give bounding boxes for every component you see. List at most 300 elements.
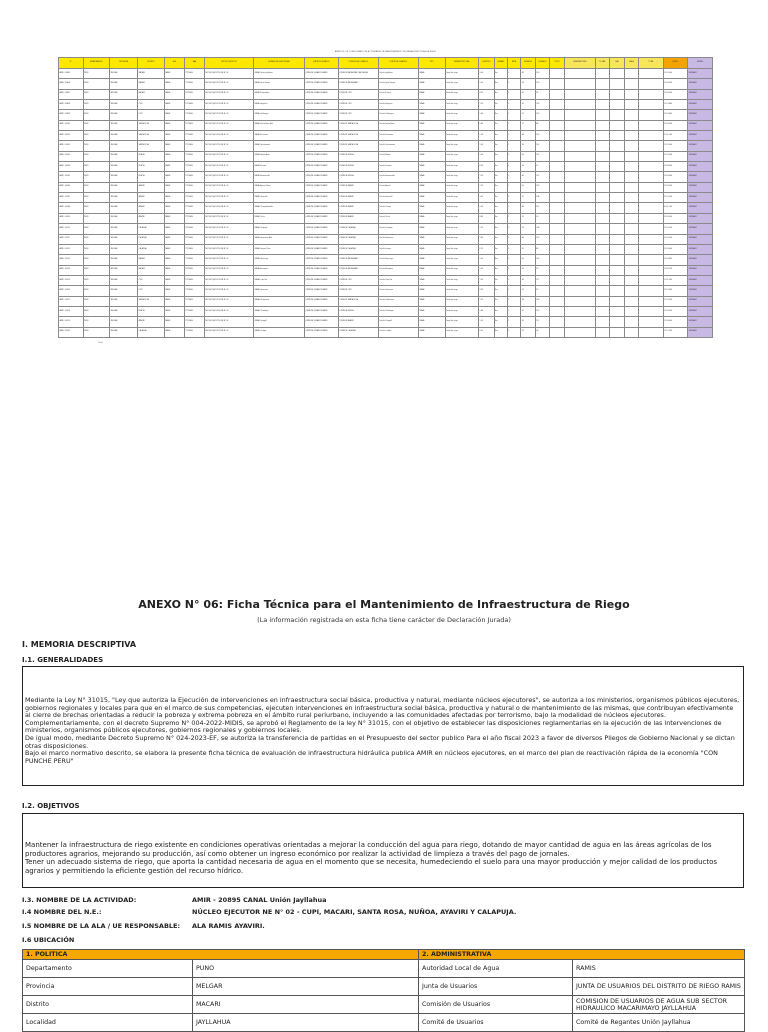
table-cell: JUNTA DE USUARIOS RAMIS <box>305 244 338 254</box>
table-cell: REVISADO <box>688 255 713 265</box>
table-cell <box>639 69 664 79</box>
table-cell: REVISADO <box>688 79 713 89</box>
table-cell <box>595 234 609 244</box>
column-header: TOTAL <box>639 58 664 69</box>
table-cell: AMIR - 20899 <box>59 110 84 120</box>
table-cell: TITICACA <box>184 317 204 327</box>
table-cell: PUNO <box>83 327 110 337</box>
table-cell <box>564 255 595 265</box>
table-cell: Km <box>494 213 507 223</box>
table-cell: 0.90 <box>478 286 494 296</box>
table-cell: Km <box>494 100 507 110</box>
table-cell: 1.05 <box>478 193 494 203</box>
table-cell <box>564 213 595 223</box>
table-cell: AMIR - 20913 <box>59 255 84 265</box>
table-cell <box>624 131 638 141</box>
table-cell: 40 <box>521 172 535 182</box>
table-cell: REVISADO <box>688 327 713 337</box>
table-cell: COMISION CUPI <box>338 275 378 285</box>
table-cell: JUNTA DE USUARIOS RAMIS <box>305 120 338 130</box>
table-cell <box>639 296 664 306</box>
location-cell-v1: PUNO <box>193 960 419 978</box>
table-cell <box>624 89 638 99</box>
table-cell: RAMIS <box>164 79 184 89</box>
column-header: USUARIOS <box>521 58 535 69</box>
table-cell: Km <box>494 255 507 265</box>
table-cell: 0.90 <box>478 89 494 99</box>
table-cell <box>610 275 624 285</box>
table-cell: MELGAR <box>110 162 138 172</box>
table-cell: PUNO <box>83 317 110 327</box>
table-cell: NÚCLEO EJECUTOR NE N° 02 <box>204 203 253 213</box>
table-cell <box>550 306 564 316</box>
table-cell: Comité Accopata <box>378 265 418 275</box>
table-cell: CANAL Hanccoyo <box>253 255 304 265</box>
table-cell <box>550 255 564 265</box>
table-cell: Km <box>494 244 507 254</box>
table-cell: S/ 26,000 <box>663 120 688 130</box>
table-cell: REVISADO <box>688 213 713 223</box>
table-cell: AMIR - 20904 <box>59 162 84 172</box>
table-cell <box>624 100 638 110</box>
table-cell <box>610 131 624 141</box>
table-cell: 32 <box>521 327 535 337</box>
table-cell: 120 <box>535 69 549 79</box>
table-cell: JUNTA DE USUARIOS RAMIS <box>305 327 338 337</box>
table-cell: MACARI <box>138 69 165 79</box>
table-cell: MELGAR <box>110 327 138 337</box>
table-cell: Comité Cangalli <box>378 317 418 327</box>
table-cell: Km <box>494 131 507 141</box>
table-cell: CANAL <box>418 244 445 254</box>
table-cell: 0.95 <box>478 327 494 337</box>
table-cell: 34 <box>521 265 535 275</box>
table-cell: NUÑOA <box>138 172 165 182</box>
table-cell: 1 <box>507 317 520 327</box>
table-cell: JUNTA DE USUARIOS RAMIS <box>305 275 338 285</box>
table-cell: REVISADO <box>688 296 713 306</box>
table-cell: AYAVIRI <box>138 213 165 223</box>
table-cell: RAMIS <box>164 213 184 223</box>
location-cell-k2: Autoridad Local de Agua <box>419 960 573 978</box>
table-row <box>59 100 713 110</box>
table-cell: CANAL <box>418 120 445 130</box>
table-cell: S/ 30,100 <box>663 224 688 234</box>
table-cell: Comité Ayaviri <box>378 182 418 192</box>
location-cell-v1: MELGAR <box>193 978 419 996</box>
table-cell <box>610 89 624 99</box>
table-cell <box>564 275 595 285</box>
table-cell: COMISION SANTA ROSA <box>338 120 378 130</box>
table-cell: 31 <box>521 286 535 296</box>
column-header: AAA <box>184 58 204 69</box>
table-cell: MELGAR <box>110 275 138 285</box>
table-cell: TITICACA <box>184 224 204 234</box>
table-cell: PUNO <box>83 89 110 99</box>
location-cell-v1: JAYLLAHUA <box>193 1014 419 1032</box>
table-cell: RAMIS <box>164 306 184 316</box>
table-cell <box>550 296 564 306</box>
location-row <box>23 960 745 978</box>
table-cell: TITICACA <box>184 172 204 182</box>
table-cell <box>639 172 664 182</box>
table-cell: 46 <box>521 203 535 213</box>
table-cell <box>595 182 609 192</box>
table-cell <box>639 275 664 285</box>
table-cell: CANAL Queruma <box>253 286 304 296</box>
table-cell: 108 <box>535 224 549 234</box>
column-header: NÚCLEO EJECUTOR <box>204 58 253 69</box>
table-cell: JUNTA DE USUARIOS RAMIS <box>305 213 338 223</box>
table-cell <box>550 89 564 99</box>
table-cell: Comité Chuqui <box>378 203 418 213</box>
table-cell: CANAL Nuñoa Bajo <box>253 151 304 161</box>
column-header: N° FAM. <box>595 58 609 69</box>
table-cell <box>595 296 609 306</box>
table-cell: RAMIS <box>164 69 184 79</box>
table-cell: CUPI <box>138 110 165 120</box>
table-cell: CALAPUJA <box>138 224 165 234</box>
table-cell <box>624 213 638 223</box>
table-cell: CANAL Ayaviri Norte <box>253 182 304 192</box>
table-cell: RAMIS <box>164 244 184 254</box>
table-cell <box>550 317 564 327</box>
table-cell: 27 <box>521 120 535 130</box>
table-cell: COMISION CALAPUJA <box>338 327 378 337</box>
location-row <box>23 1014 745 1032</box>
table-cell: REVISADO <box>688 89 713 99</box>
table-cell: 1 <box>507 234 520 244</box>
table-cell <box>624 162 638 172</box>
table-cell: 1 <box>507 193 520 203</box>
table-cell: CANAL <box>418 275 445 285</box>
table-cell <box>624 69 638 79</box>
table-cell <box>564 151 595 161</box>
column-header: UNIDAD <box>494 58 507 69</box>
table-cell: NÚCLEO EJECUTOR NE N° 02 <box>204 120 253 130</box>
table-cell: Comité Tintiri <box>378 213 418 223</box>
table-cell <box>595 255 609 265</box>
table-cell: 84 <box>535 244 549 254</box>
table-row <box>59 244 713 254</box>
table-cell: NÚCLEO EJECUTOR NE N° 02 <box>204 172 253 182</box>
column-header: COSTO <box>550 58 564 69</box>
table-cell: NÚCLEO EJECUTOR NE N° 02 <box>204 69 253 79</box>
table-cell: Km <box>494 151 507 161</box>
table-row <box>59 89 713 99</box>
table-row <box>59 234 713 244</box>
table-cell: S/ 29,000 <box>663 141 688 151</box>
table-cell: 102 <box>535 141 549 151</box>
table-cell <box>624 120 638 130</box>
table-cell: REVISADO <box>688 234 713 244</box>
table-cell: Comité Hanccoyo <box>378 255 418 265</box>
table-cell: 1 <box>507 69 520 79</box>
table-cell: CANAL <box>418 234 445 244</box>
table-cell: Comité Lampa <box>378 244 418 254</box>
table-cell <box>610 100 624 110</box>
table-row <box>59 203 713 213</box>
table-cell: Km <box>494 120 507 130</box>
table-row <box>59 327 713 337</box>
table-cell: AMIR - 20897 <box>59 89 84 99</box>
table-cell: 1 <box>507 172 520 182</box>
table-cell: Comité Pasanacollo <box>378 172 418 182</box>
table-row <box>59 286 713 296</box>
table-cell: MELGAR <box>110 120 138 130</box>
table-cell: NÚCLEO EJECUTOR NE N° 02 <box>204 182 253 192</box>
column-header: TIPO <box>418 58 445 69</box>
table-cell <box>610 151 624 161</box>
table-cell: COMISION CUPI <box>338 286 378 296</box>
table-cell: 30 <box>521 89 535 99</box>
table-cell: 1.00 <box>478 265 494 275</box>
column-header: INFRAESTRUCTURA <box>445 58 478 69</box>
table-cell: 90 <box>535 213 549 223</box>
table-cell: Canal de riego <box>445 306 478 316</box>
location-row <box>23 978 745 996</box>
table-cell: SANTA ROSA <box>138 141 165 151</box>
table-cell: Canal de riego <box>445 162 478 172</box>
table-cell: COMISION CUPI <box>338 89 378 99</box>
table-cell <box>550 110 564 120</box>
table-cell <box>639 162 664 172</box>
table-cell: REVISADO <box>688 203 713 213</box>
table-cell: CANAL Llallimayo <box>253 110 304 120</box>
table-cell <box>550 162 564 172</box>
location-cell-k2: Junta de Usuarios <box>419 978 573 996</box>
table-cell <box>639 141 664 151</box>
table-cell: COMISION SANTA ROSA <box>338 131 378 141</box>
table-row <box>59 296 713 306</box>
table-cell <box>624 79 638 89</box>
table-cell <box>610 317 624 327</box>
table-cell <box>639 265 664 275</box>
table-cell: TITICACA <box>184 234 204 244</box>
table-cell <box>595 224 609 234</box>
table-cell: REVISADO <box>688 244 713 254</box>
table-cell: MELGAR <box>110 69 138 79</box>
annex-title: ANEXO N° 06: Ficha Técnica para el Mantenimiento de Infraestructura de Riego <box>138 598 630 611</box>
table-cell: 130 <box>535 110 549 120</box>
table-cell: 52 <box>521 110 535 120</box>
table-cell: MELGAR <box>110 141 138 151</box>
table-cell <box>550 172 564 182</box>
table-cell <box>639 234 664 244</box>
table-cell: MACARI <box>138 89 165 99</box>
table-cell: MELGAR <box>110 131 138 141</box>
table-cell <box>639 255 664 265</box>
table-row <box>59 317 713 327</box>
table-cell: PUNO <box>83 141 110 151</box>
table-cell <box>610 327 624 337</box>
table-cell <box>639 110 664 120</box>
table-cell: CANAL Huancane Alto <box>253 234 304 244</box>
table-cell: RAMIS <box>164 141 184 151</box>
table-cell: TITICACA <box>184 79 204 89</box>
table-cell: TITICACA <box>184 162 204 172</box>
table-cell: 117 <box>535 275 549 285</box>
location-row <box>23 996 745 1014</box>
table-cell: JUNTA DE USUARIOS RAMIS <box>305 151 338 161</box>
column-header: DEPARTAMENTO <box>83 58 110 69</box>
table-cell: Canal de riego <box>445 234 478 244</box>
table-cell: 1.30 <box>478 131 494 141</box>
table-cell: 1 <box>507 296 520 306</box>
table-cell: REVISADO <box>688 172 713 182</box>
column-header: PROVINCIA <box>110 58 138 69</box>
table-cell: NÚCLEO EJECUTOR NE N° 02 <box>204 100 253 110</box>
column-header: COMISIÓN DE USUARIOS <box>338 58 378 69</box>
table-cell: MELGAR <box>110 172 138 182</box>
table-cell: Comité Jatun Sayna <box>378 79 418 89</box>
table-cell: MACARI <box>138 79 165 89</box>
table-cell <box>639 224 664 234</box>
table-cell: JUNTA DE USUARIOS RAMIS <box>305 234 338 244</box>
table-cell: JUNTA DE USUARIOS RAMIS <box>305 317 338 327</box>
sheet-title: ANEXO N° 06 CONSOLIDADO DE ACTIVIDADES DE MANTENIMIENTO DE INFRAESTRUCTURA DE RIEGO <box>334 51 437 53</box>
table-cell: MELGAR <box>110 296 138 306</box>
table-cell: CANAL Kunurana <box>253 131 304 141</box>
table-cell: RAMIS <box>164 265 184 275</box>
table-cell: REVISADO <box>688 151 713 161</box>
table-cell: S/ 32,000 <box>663 306 688 316</box>
table-cell: Comité Umachiri <box>378 193 418 203</box>
table-cell: Canal de riego <box>445 110 478 120</box>
location-cell-k2: Comité de Usuarios <box>419 1014 573 1032</box>
table-cell <box>564 327 595 337</box>
table-cell: 36 <box>521 141 535 151</box>
actividad-label: I.3. NOMBRE DE LA ACTIVIDAD: <box>22 896 137 904</box>
table-row <box>59 224 713 234</box>
location-cell-v1: MACARI <box>193 996 419 1014</box>
table-cell: CANAL Chuquibambilla <box>253 203 304 213</box>
table-cell: COMISION AYAVIRI <box>338 203 378 213</box>
table-cell: RAMIS <box>164 162 184 172</box>
table-cell <box>610 306 624 316</box>
table-cell: MACARI <box>138 255 165 265</box>
table-cell: JUNTA DE USUARIOS RAMIS <box>305 172 338 182</box>
table-cell: Canal de riego <box>445 244 478 254</box>
table-cell: JUNTA DE USUARIOS RAMIS <box>305 131 338 141</box>
table-cell: 55 <box>521 182 535 192</box>
column-header: COMITÉ DE USUARIOS <box>378 58 418 69</box>
table-cell: AMIR - 20912 <box>59 244 84 254</box>
table-cell: CANAL <box>418 224 445 234</box>
table-cell: PUNO <box>83 79 110 89</box>
ubicacion-label: I.6 UBICACIÓN <box>22 936 75 944</box>
table-cell: AMIR - 20905 <box>59 172 84 182</box>
table-cell: 1.20 <box>478 79 494 89</box>
table-cell: NUÑOA <box>138 162 165 172</box>
table-cell <box>564 234 595 244</box>
table-cell: JUNTA DE USUARIOS RAMIS <box>305 306 338 316</box>
table-cell: NUÑOA <box>138 151 165 161</box>
consolidated-spreadsheet <box>58 48 713 344</box>
table-cell: AYAVIRI <box>138 317 165 327</box>
table-cell: MELGAR <box>110 286 138 296</box>
table-cell: JUNTA DE USUARIOS RAMIS <box>305 286 338 296</box>
table-cell: TITICACA <box>184 203 204 213</box>
table-cell <box>595 151 609 161</box>
table-cell: 41 <box>521 100 535 110</box>
table-cell: NUÑOA <box>138 306 165 316</box>
table-cell: 1 <box>507 182 520 192</box>
table-cell: CANAL <box>418 100 445 110</box>
table-cell: MELGAR <box>110 244 138 254</box>
table-cell <box>624 110 638 120</box>
table-cell <box>610 110 624 120</box>
table-cell: REVISADO <box>688 306 713 316</box>
table-cell: 93 <box>535 286 549 296</box>
table-cell: JUNTA DE USUARIOS RAMIS <box>305 89 338 99</box>
generalidades-paragraph: Bajo el marco normativo descrito, se elabora la presente ficha técnica de evaluación de infraestructura hidráulica publica AMIR en núcleos ejecutores, en el marco del plan de reactivación rápida de la economía "CON PUNCHE PERU" <box>25 749 718 765</box>
table-cell: JUNTA DE USUARIOS RAMIS <box>305 203 338 213</box>
table-cell <box>595 203 609 213</box>
table-cell: 1.15 <box>478 224 494 234</box>
table-cell: MELGAR <box>110 182 138 192</box>
objetivos-box <box>22 813 744 888</box>
table-cell: Canal de riego <box>445 172 478 182</box>
table-cell: AMIR - 20914 <box>59 265 84 275</box>
table-cell: S/ 26,900 <box>663 213 688 223</box>
table-cell: CANAL <box>418 89 445 99</box>
table-cell: S/ 27,900 <box>663 327 688 337</box>
table-cell: TITICACA <box>184 275 204 285</box>
table-cell <box>550 151 564 161</box>
table-header-row <box>59 58 713 69</box>
table-cell: 118 <box>535 131 549 141</box>
table-cell: 1 <box>507 286 520 296</box>
table-cell <box>595 110 609 120</box>
table-cell <box>550 141 564 151</box>
table-cell <box>639 120 664 130</box>
column-header: HAS <box>610 58 624 69</box>
table-cell: TITICACA <box>184 151 204 161</box>
table-cell: TITICACA <box>184 182 204 192</box>
table-cell: JUNTA DE USUARIOS RAMIS <box>305 79 338 89</box>
table-cell: AMIR - 20918 <box>59 306 84 316</box>
table-cell: REVISADO <box>688 162 713 172</box>
table-cell <box>610 224 624 234</box>
ne-value: NÚCLEO EJECUTOR NE N° 02 - CUPI, MACARI, SANTA ROSA, NUÑOA, AYAVIRI Y CALAPUJA. <box>192 908 517 916</box>
column-header: ESTADO <box>688 58 713 69</box>
table-cell: JUNTA DE USUARIOS RAMIS <box>305 265 338 275</box>
table-cell: 38 <box>521 296 535 306</box>
table-cell <box>610 265 624 275</box>
table-cell: Km <box>494 79 507 89</box>
table-cell <box>639 203 664 213</box>
table-cell <box>595 79 609 89</box>
actividad-value: AMIR - 20895 CANAL Unión Jayllahua <box>192 896 327 904</box>
table-cell: CANAL Huaycho <box>253 100 304 110</box>
table-cell: CANAL Calapuja <box>253 224 304 234</box>
table-cell <box>550 244 564 254</box>
table-cell <box>624 306 638 316</box>
table-cell: S/ 30,600 <box>663 172 688 182</box>
table-cell <box>550 131 564 141</box>
table-cell: COMISION NUÑOA <box>338 162 378 172</box>
table-cell: AYAVIRI <box>138 182 165 192</box>
table-cell: Canal de riego <box>445 120 478 130</box>
table-cell: Canal de riego <box>445 255 478 265</box>
table-cell <box>610 141 624 151</box>
objetivos-paragraph: Tener un adecuado sistema de riego, que aporta la cantidad necesaria de agua en el momento que se necesita, humedeciendo el suelo para una mayor producción y mejor calidad de los productos agrarios y permitiendo la eficiente gestión del recurso hídrico. <box>25 858 718 875</box>
table-cell: Km <box>494 203 507 213</box>
table-cell <box>564 89 595 99</box>
activities-table <box>58 57 713 338</box>
table-cell: MELGAR <box>110 89 138 99</box>
